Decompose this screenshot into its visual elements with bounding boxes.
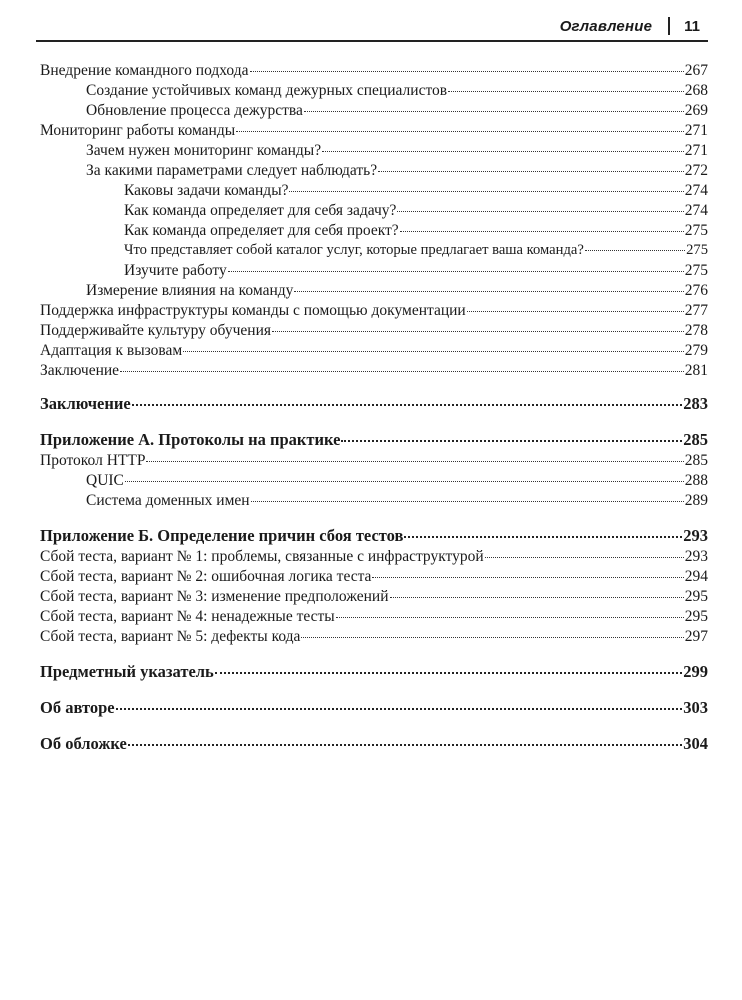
toc-entry-page: 274 (684, 202, 708, 219)
toc-entry-page: 276 (684, 282, 708, 299)
toc-chapter-page: 283 (683, 394, 708, 413)
dot-leader (485, 557, 684, 558)
dot-leader (289, 191, 683, 192)
running-head-separator (668, 17, 670, 35)
toc-entry (40, 452, 708, 470)
dot-leader (128, 744, 682, 746)
running-head (36, 12, 708, 42)
toc-entry-title: Создание устойчивых команд дежурных специалистов (86, 82, 448, 99)
toc-entry-page: 297 (684, 628, 708, 645)
dot-leader (397, 211, 683, 212)
running-head-section: Оглавление (559, 17, 653, 35)
toc-entry-page: 278 (684, 322, 708, 339)
toc-chapter-title: Об обложке (40, 734, 127, 753)
toc-entry (40, 102, 708, 120)
toc-entry-title: Что представляет собой каталог услуг, которые предлагает ваша команда? (124, 242, 584, 258)
toc-entry-page: 269 (684, 102, 708, 119)
dot-leader (132, 404, 683, 406)
dot-leader (404, 536, 682, 538)
dot-leader (183, 351, 684, 352)
dot-leader (301, 637, 683, 638)
dot-leader (585, 250, 685, 251)
toc-chapter-title: Предметный указатель (40, 662, 214, 681)
toc-entry (40, 302, 708, 320)
dot-leader (341, 440, 682, 442)
toc-entry (40, 82, 708, 100)
dot-leader (272, 331, 684, 332)
toc-entry (40, 122, 708, 140)
toc-entry-title: Сбой теста, вариант № 4: ненадежные тесты (40, 608, 335, 625)
dot-leader (304, 111, 684, 112)
toc-entry (40, 62, 708, 80)
page-number: 11 (684, 17, 700, 35)
toc-entry-page: 277 (684, 302, 708, 319)
dot-leader (251, 501, 684, 502)
toc-entry (40, 282, 708, 300)
dot-leader (448, 91, 684, 92)
toc-entry (40, 322, 708, 340)
toc-chapter (40, 394, 708, 414)
toc-entry-page: 275 (684, 262, 708, 279)
dot-leader (378, 171, 684, 172)
toc-entry-page: 272 (684, 162, 708, 179)
toc-entry-title: Заключение (40, 362, 120, 379)
toc-entry-title: Изучите работу (124, 262, 227, 279)
toc-entry-title: Протокол HTTP (40, 452, 146, 469)
toc-entry (40, 262, 708, 280)
toc-entry (40, 588, 708, 606)
dot-leader (467, 311, 684, 312)
toc-chapter (40, 698, 708, 718)
toc-entry-title: Внедрение командного подхода (40, 62, 249, 79)
toc-entry-page: 285 (684, 452, 708, 469)
toc-entry (40, 182, 708, 200)
toc-entry-page: 288 (684, 472, 708, 489)
dot-leader (400, 231, 684, 232)
toc-entry-page: 281 (684, 362, 708, 379)
dot-leader (228, 271, 684, 272)
toc-chapter-page: 285 (683, 430, 708, 449)
toc-entry-title: Измерение влияния на команду (86, 282, 294, 299)
toc-entry-title: Сбой теста, вариант № 5: дефекты кода (40, 628, 301, 645)
toc-entry-title: Как команда определяет для себя задачу? (124, 202, 397, 219)
toc-entry (40, 162, 708, 180)
toc-entry-page: 293 (684, 548, 708, 565)
toc-entry-page: 274 (684, 182, 708, 199)
toc-entry (40, 222, 708, 240)
toc-entry-page: 271 (684, 122, 708, 139)
toc-chapter-title: Об авторе (40, 698, 115, 717)
dot-leader (236, 131, 684, 132)
toc-entry-page: 275 (684, 222, 708, 239)
toc-entry-page: 271 (684, 142, 708, 159)
toc-chapter-page: 304 (683, 734, 708, 753)
toc-entry (40, 492, 708, 510)
toc-entry (40, 202, 708, 220)
toc-entry (40, 342, 708, 360)
toc-entry-title: Мониторинг работы команды (40, 122, 236, 139)
dot-leader (372, 577, 683, 578)
toc-entry-page: 294 (684, 568, 708, 585)
toc-entry-page: 295 (684, 608, 708, 625)
toc-entry-title: Поддерживайте культуру обучения (40, 322, 271, 339)
dot-leader (116, 708, 683, 710)
toc-entry-title: Система доменных имен (86, 492, 250, 509)
dot-leader (215, 672, 682, 674)
toc-entry (40, 608, 708, 626)
toc-entry-title: Сбой теста, вариант № 2: ошибочная логика теста (40, 568, 372, 585)
toc-entry-title: Сбой теста, вариант № 1: проблемы, связанные с инфраструктурой (40, 548, 484, 565)
toc-chapter (40, 662, 708, 682)
toc-entry-page: 275 (686, 242, 708, 258)
dot-leader (322, 151, 684, 152)
toc-chapter-page: 299 (683, 662, 708, 681)
toc-chapter-title: Заключение (40, 394, 131, 413)
toc-entry-page: 267 (684, 62, 708, 79)
toc-entry-page: 295 (684, 588, 708, 605)
toc-chapter (40, 430, 708, 450)
toc-chapter-page: 303 (683, 698, 708, 717)
toc-entry-title: QUIC (86, 472, 124, 489)
toc-entry (40, 568, 708, 586)
toc-chapter-title: Приложение А. Протоколы на практике (40, 430, 341, 449)
dot-leader (125, 481, 684, 482)
toc-entry-title: Обновление процесса дежурства (86, 102, 303, 119)
toc-entry (40, 472, 708, 490)
toc-entry-title: За какими параметрами следует наблюдать? (86, 162, 378, 179)
toc-chapter-page: 293 (683, 526, 708, 545)
toc-chapter-title: Приложение Б. Определение причин сбоя тестов (40, 526, 404, 545)
toc-chapter (40, 734, 708, 754)
toc-entry-page: 279 (684, 342, 708, 359)
dot-leader (120, 371, 684, 372)
toc-entry-title: Каковы задачи команды? (124, 182, 289, 199)
toc-entry (40, 628, 708, 646)
toc-entry-title: Адаптация к вызовам (40, 342, 183, 359)
toc-chapter (40, 526, 708, 546)
toc-entry (40, 548, 708, 566)
toc-entry-title: Как команда определяет для себя проект? (124, 222, 399, 239)
toc-entry-title: Зачем нужен мониторинг команды? (86, 142, 322, 159)
dot-leader (294, 291, 683, 292)
toc-entry (40, 242, 708, 259)
dot-leader (336, 617, 684, 618)
toc-entry-page: 289 (684, 492, 708, 509)
dot-leader (146, 461, 683, 462)
toc-entry (40, 142, 708, 160)
toc-entry-title: Поддержка инфраструктуры команды с помощью документации (40, 302, 466, 319)
toc-entry-title: Сбой теста, вариант № 3: изменение предположений (40, 588, 389, 605)
toc-entry (40, 362, 708, 380)
toc-entry-page: 268 (684, 82, 708, 99)
dot-leader (250, 71, 684, 72)
dot-leader (390, 597, 684, 598)
